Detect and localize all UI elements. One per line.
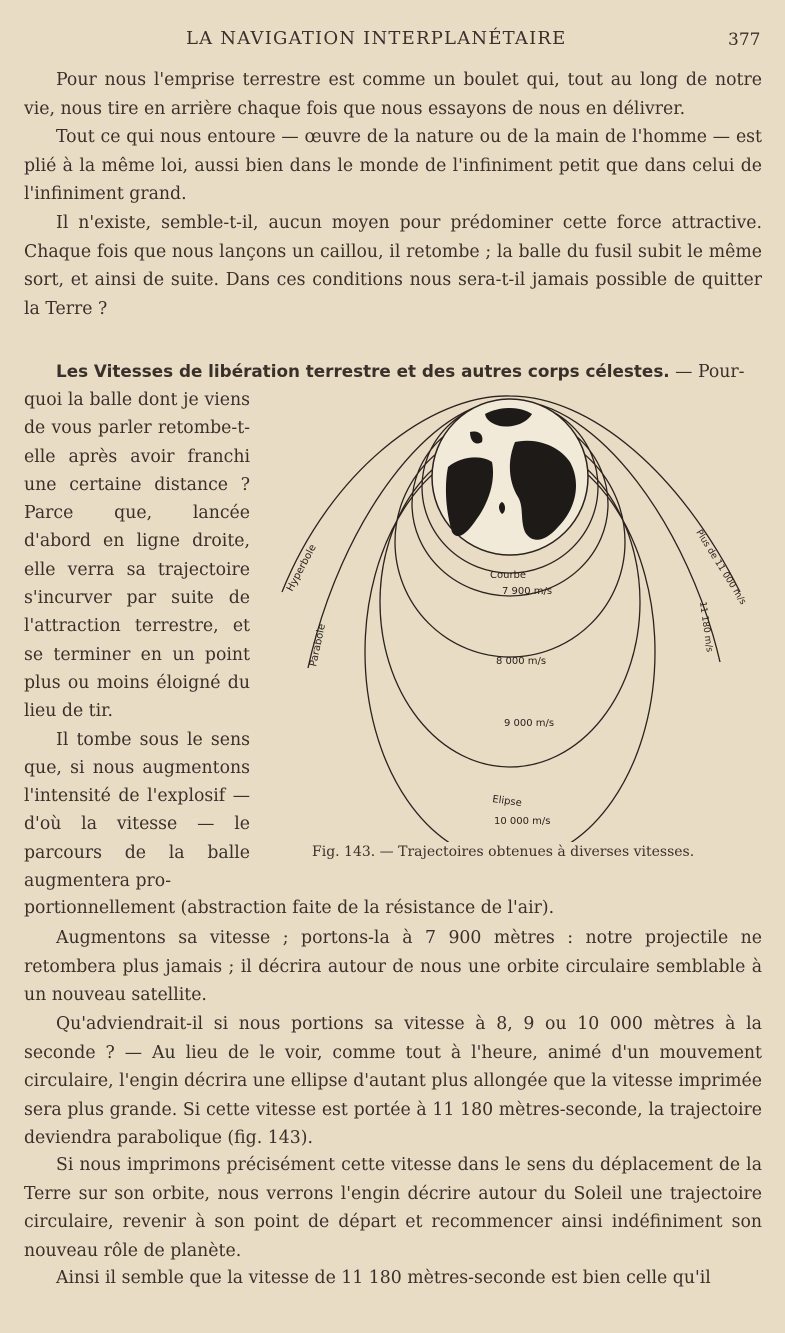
- section-title: Les Vitesses de libération terrestre et des autres corps célestes.: [56, 361, 670, 381]
- page-header: [0, 28, 785, 52]
- paragraph-7900: Augmentons sa vitesse ; portons-la à 7 900 mètres : notre projectile ne retombera plus jamais ; il décrira autour de nous une orbite circulaire semblable à un nouveau satellite.: [24, 928, 762, 1006]
- label-parabole: Parabole: [308, 622, 328, 668]
- paragraph-force-attractive: Il n'existe, semble-t-il, aucun moyen pour prédominer cette force attractive. Chaque fois que nous lançons un caillou, il retombe ; la balle du fusil subit le même sort, et ainsi de suite. Dans ces conditions nous sera-t-il jamais possible de quitter la Terre ?: [24, 213, 762, 319]
- label-8000: 8 000 m/s: [496, 656, 547, 667]
- label-10000: 10 000 m/s: [494, 816, 551, 827]
- label-hyperbole: Hyperbole: [284, 542, 319, 594]
- section-heading: [24, 357, 762, 387]
- paragraph-vitesse-liberation: Ainsi il semble que la vitesse de 11 180 mètres-seconde est bien celle qu'il: [56, 1268, 711, 1288]
- running-title: LA NAVIGATION INTERPLANÉTAIRE: [186, 28, 567, 49]
- label-9000: 9 000 m/s: [504, 718, 555, 729]
- paragraph-soleil: Si nous imprimons précisément cette vitesse dans le sens du déplacement de la Terre sur son orbite, nous verrons l'engin décrire autour du Soleil une trajectoire circulaire, revenir à son point de départ et recommencer ainsi indéfiniment son nouveau rôle de planète.: [24, 1155, 762, 1261]
- paragraph-balle: quoi la balle dont je viens de vous parler retombe-t-elle après avoir franchi une certaine distance ? Parce que, lancée d'abord en ligne droite, elle verra sa trajectoire s'incurver par suite de l'attraction terrestre, et se terminer en un point plus ou moins éloigné du lieu de tir.: [24, 390, 250, 722]
- narrow-text-column: [24, 386, 250, 895]
- paragraph-sens: Il tombe sous le sens que, si nous augmentons l'intensité de l'explosif — d'où la vitesse — le parcours de la balle augmentera pro-: [24, 729, 250, 892]
- section-lead: — Pour-: [669, 362, 745, 382]
- label-7900: 7 900 m/s: [502, 586, 553, 597]
- label-plus-de: Plus de 11 000 m/s: [693, 528, 748, 607]
- label-elipse: Elipse: [491, 794, 523, 810]
- paragraph-ellipse: Qu'adviendrait-il si nous portions sa vitesse à 8, 9 ou 10 000 mètres à la seconde ? — Au lieu de le voir, comme tout à l'heure, animé d'un mouvement circulaire, l'engin décrira une ellipse d'autant plus allongée que la vitesse imprimée sera plus grande. Si cette vitesse est portée à 11 180 mètres-seconde, la trajectoire deviendra parabolique (fig. 143).: [24, 1014, 763, 1149]
- page-number: 377: [728, 30, 761, 50]
- figure-caption-text: — Trajectoires obtenues à diverses vitesses.: [375, 844, 695, 860]
- trajectory-figure: [270, 392, 770, 842]
- figure-number: Fig. 143.: [312, 844, 376, 860]
- label-11180: 11 180 m/s: [697, 601, 715, 653]
- paragraph-emprise: Pour nous l'emprise terrestre est comme un boulet qui, tout au long de notre vie, nous tire en arrière chaque fois que nous essayons de nous en délivrer.: [24, 70, 762, 119]
- figure-caption: [312, 844, 694, 860]
- trajectory-diagram: [270, 392, 770, 842]
- paragraph-abstraction: portionnellement (abstraction faite de la résistance de l'air).: [24, 898, 555, 918]
- paragraph-entoure: Tout ce qui nous entoure — œuvre de la nature ou de la main de l'homme — est plié à la même loi, aussi bien dans le monde de l'infiniment petit que dans celui de l'infiniment grand.: [24, 127, 762, 205]
- label-courbe: Courbe: [490, 570, 527, 581]
